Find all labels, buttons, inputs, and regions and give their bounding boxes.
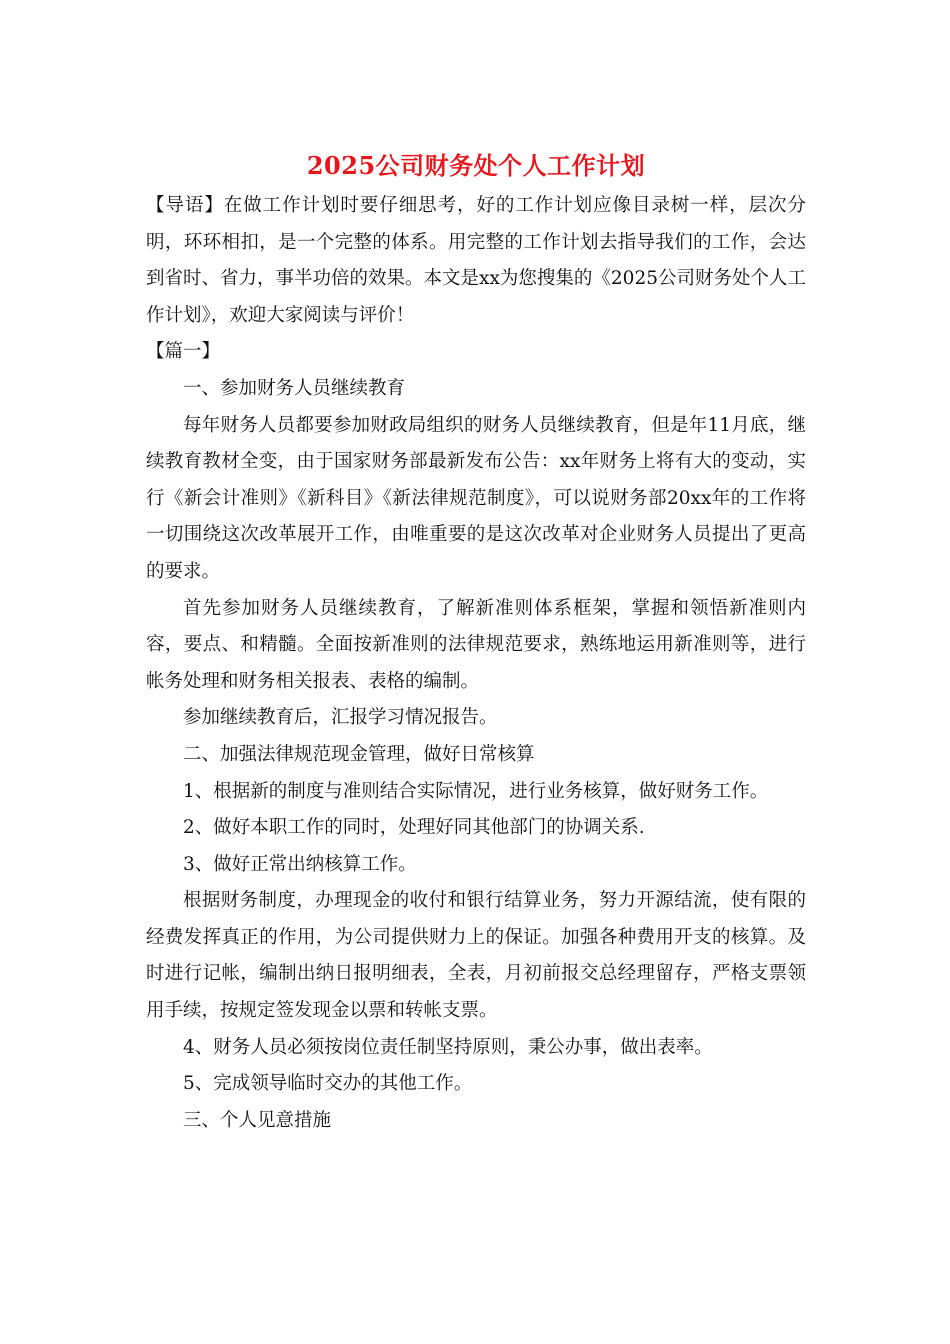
- paragraph: 首先参加财务人员继续教育，了解新准则体系框架，掌握和领悟新准则内容，要点、和精髓。全面按新准则的法律规范要求，熟练地运用新准则等，进行帐务处理和财务相关报表、表格的编制。: [146, 597, 806, 692]
- paragraph: 1、根据新的制度与准则结合实际情况，进行业务核算，做好财务工作。: [183, 780, 769, 802]
- paragraph: 4、财务人员必须按岗位责任制坚持原则，秉公办事，做出表率。: [183, 1036, 713, 1058]
- paragraph: 3、做好正常出纳核算工作。: [183, 853, 417, 875]
- paragraph: 2、做好本职工作的同时，处理好同其他部门的协调关系.: [183, 817, 645, 839]
- document-body: [146, 188, 806, 1139]
- paragraph: 每年财务人员都要参加财政局组织的财务人员继续教育，但是年11月底，继续教育教材全变，由于国家财务部最新发布公告：xx年财务上将有大的变动，实行《新会计准则》《新科目》《新法律规范制度》，可以说财务部20xx年的工作将一切围绕这次改革展开工作，由唯重要的是这次改革对企业财务人员提出了更高的要求。: [146, 414, 806, 582]
- document-page: [146, 148, 806, 1139]
- paragraph: 一、参加财务人员继续教育: [183, 377, 406, 399]
- paragraph: 【导语】在做工作计划时要仔细思考，好的工作计划应像目录树一样，层次分明，环环相扣，是一个完整的体系。用完整的工作计划去指导我们的工作，会达到省时、省力，事半功倍的效果。本文是xx为您搜集的《2025公司财务处个人工作计划》，欢迎大家阅读与评价！: [146, 195, 806, 326]
- paragraph: 5、完成领导临时交办的其他工作。: [183, 1073, 473, 1095]
- paragraph: 根据财务制度，办理现金的收付和银行结算业务，努力开源结流，使有限的经费发挥真正的作用，为公司提供财力上的保证。加强各种费用开支的核算。及时进行记帐，编制出纳日报明细表，全表，月初前报交总经理留存，严格支票领用手续，按规定签发现金以票和转帐支票。: [146, 890, 806, 1022]
- paragraph: 二、加强法律规范现金管理，做好日常核算: [183, 743, 535, 765]
- paragraph: 参加继续教育后，汇报学习情况报告。: [183, 707, 498, 729]
- paragraph: 【篇一】: [146, 341, 221, 363]
- document-title: 2025公司财务处个人工作计划: [306, 151, 646, 180]
- paragraph: 三、个人见意措施: [183, 1109, 332, 1131]
